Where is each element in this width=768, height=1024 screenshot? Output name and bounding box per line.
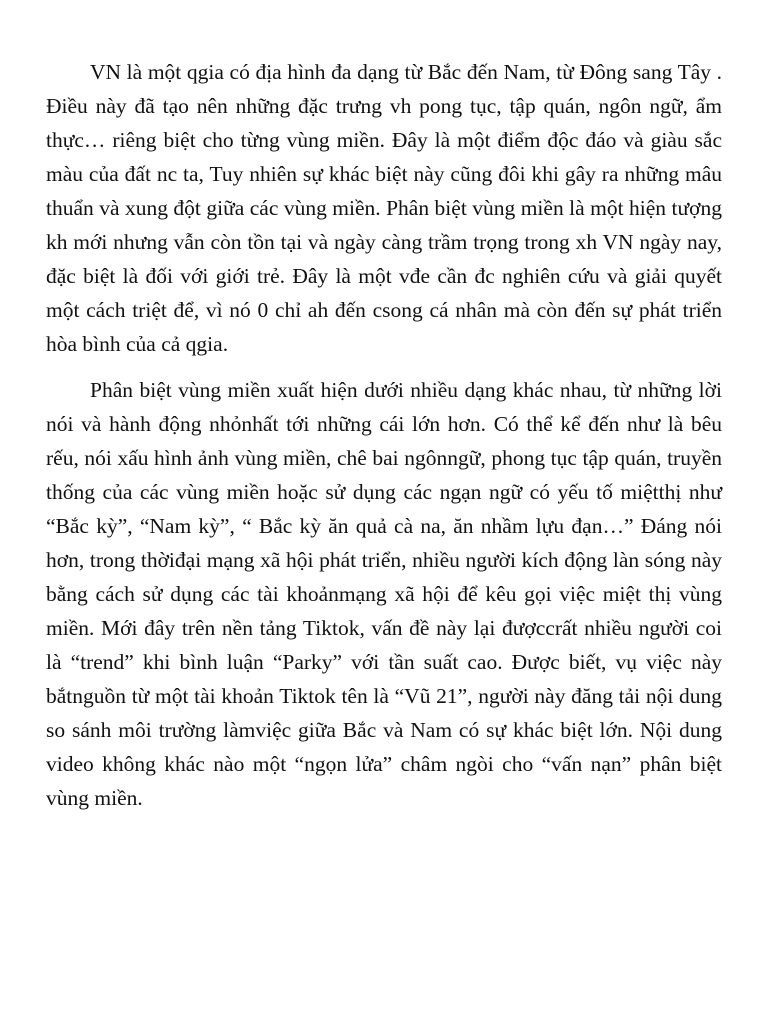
paragraph-2: Phân biệt vùng miền xuất hiện dưới nhiều dạng khác nhau, từ những lời nói và hành động nhỏnhất tới những cái lớn hơn. Có thể kể đến như là bêu rếu, nói xấu hình ảnh vùng miền, chê bai ngônngữ, phong tục tập quán, truyền thống của các vùng miền hoặc sử dụng các ngạn ngữ có yếu tố miệtthị như “Bắc kỳ”, “Nam kỳ”, “ Bắc kỳ ăn quả cà na, ăn nhầm lựu đạn…” Đáng nói hơn, trong thờiđại mạng xã hội phát triển, nhiều người kích động làn sóng này bằng cách sử dụng các tài khoảnmạng xã hội để kêu gọi việc miệt thị vùng miền. Mới đây trên nền tảng Tiktok, vấn đề này lại đượccrất nhiều người coi là “trend” khi bình luận “Parky” với tần suất cao. Được biết, vụ việc này bắtnguồn từ một tài khoản Tiktok tên là “Vũ 21”, người này đăng tải nội dung so sánh môi trường làmviệc giữa Bắc và Nam có sự khác biệt lớn. Nội dung video không khác nào một “ngọn lửa” châm ngòi cho “vấn nạn” phân biệt vùng miền. [46,378,722,810]
paragraph-1: VN là một qgia có địa hình đa dạng từ Bắc đến Nam, từ Đông sang Tây . Điều này đã tạo nên những đặc trưng vh pong tục, tập quán, ngôn ngữ, ẩm thực… riêng biệt cho từng vùng miền. Đây là một điểm độc đáo và giàu sắc màu của đất nc ta, Tuy nhiên sự khác biệt này cũng đôi khi gây ra những mâu thuẩn và xung đột giữa các vùng miền. Phân biệt vùng miền là một hiện tượng kh mới nhưng vẫn còn tồn tại và ngày càng trầm trọng trong xh VN ngày nay, đặc biệt là đối với giới trẻ. Đây là một vđe cần đc nghiên cứu và giải quyết một cách triệt để, vì nó 0 chỉ ah đến csong cá nhân mà còn đến sự phát triển hòa bình của cả qgia. [46,60,722,356]
